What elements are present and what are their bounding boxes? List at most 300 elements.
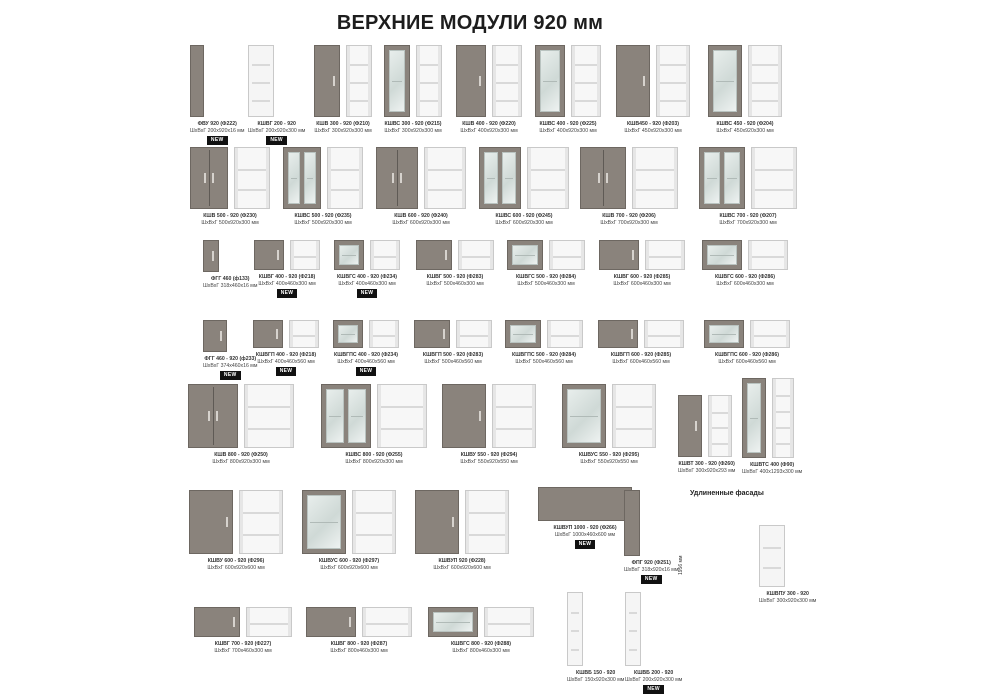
module-card[interactable]: [704, 320, 790, 365]
module-card[interactable]: [189, 490, 283, 571]
module-card[interactable]: [479, 147, 569, 226]
shelf: [462, 256, 490, 258]
module-card[interactable]: [376, 147, 466, 226]
shelf: [238, 189, 266, 191]
shelf: [460, 335, 488, 337]
module-illustration: [580, 147, 678, 209]
module-name: КШВС 600 - 920 (Ф245): [495, 213, 553, 219]
door-handle: [208, 411, 210, 421]
glass-facade: [742, 378, 766, 458]
cabinet-carcass: [772, 378, 794, 458]
door-handle: [277, 250, 279, 260]
shelf: [752, 82, 778, 84]
shelf: [712, 443, 728, 445]
new-badge: NEW: [641, 575, 662, 584]
solid-facade: [580, 147, 626, 209]
shelf: [381, 428, 423, 430]
shelf: [294, 256, 316, 258]
module-illustration: [702, 240, 788, 270]
module-name: КШВГПС 400 - 920 (Ф234): [334, 352, 398, 358]
module-illustration: [384, 45, 442, 117]
cabinet-carcass: [625, 592, 641, 666]
shelf: [776, 411, 790, 413]
module-card[interactable]: [702, 240, 788, 287]
module-name: КШВУП 920 (Ф228): [438, 558, 486, 564]
glass-facade: [479, 147, 521, 209]
module-card[interactable]: [708, 45, 782, 134]
module-card[interactable]: [283, 147, 363, 226]
shelf: [248, 406, 290, 408]
module-illustration: [248, 45, 305, 117]
shelf: [660, 82, 686, 84]
cabinet-carcass: [492, 45, 522, 117]
module-illustration: [314, 45, 372, 117]
cabinet-carcass: [644, 320, 684, 348]
shelf: [252, 100, 270, 102]
door-handle: [598, 173, 600, 183]
module-size: ШхВхГ 400х920х300 мм: [460, 127, 518, 134]
module-card[interactable]: [415, 490, 509, 571]
module-size: ШхВхГ 300х920х293 мм: [678, 467, 736, 474]
module-card[interactable]: [456, 45, 522, 134]
module-caption: [314, 121, 372, 134]
solid-facade: [415, 490, 459, 554]
shelf: [496, 64, 518, 66]
module-size: ШхВхГ 200х920х300 мм: [248, 127, 306, 134]
module-name: КШВГП 600 - 920 (Ф285): [610, 352, 672, 358]
module-illustration: [699, 147, 797, 209]
shelf: [252, 64, 270, 66]
solid-facade: [189, 490, 233, 554]
module-illustration: [333, 320, 399, 348]
shelf: [469, 512, 505, 514]
door-handle: [216, 411, 218, 421]
glass-facade: [702, 240, 742, 270]
cabinet-carcass: [748, 45, 782, 117]
module-name: КШВУ 550 - 920 (Ф294): [460, 452, 518, 458]
shelf: [238, 169, 266, 171]
module-card[interactable]: [416, 240, 494, 287]
cabinet-carcass: [248, 45, 274, 117]
module-illustration: [708, 45, 782, 117]
solid-facade: [538, 487, 632, 521]
module-name: ФГГ 460 - 920 (ф233): [204, 356, 257, 362]
module-illustration: [759, 525, 816, 587]
module-name: КШВ 800 - 920 (Ф250): [214, 452, 268, 458]
solid-facade: [416, 240, 452, 270]
new-badge: NEW: [277, 289, 298, 298]
module-name: КШВС 500 - 920 (Ф235): [294, 213, 352, 219]
module-size: ШхВхГ 300х920х300 мм: [314, 127, 372, 134]
door-handle: [443, 329, 445, 339]
door-handle: [204, 173, 206, 183]
cabinet-carcass: [234, 147, 270, 209]
glass-pane: [389, 50, 405, 112]
glass-facade: [334, 240, 364, 270]
module-card[interactable]: [505, 320, 583, 365]
shelf: [243, 512, 279, 514]
glass-pane: [540, 50, 560, 112]
module-size: ШхВхГ 374х460х16 мм: [203, 362, 258, 369]
module-card[interactable]: [302, 490, 396, 571]
module-size: ШхВхГ 600х920х300 мм: [495, 219, 553, 226]
module-caption: [416, 274, 494, 287]
module-caption: [203, 276, 257, 289]
module-card[interactable]: [538, 487, 632, 549]
cabinet-carcass: [750, 320, 790, 348]
module-illustration: [625, 592, 682, 666]
door-handle: [445, 250, 447, 260]
module-name: КШВГП 400 - 920 (Ф218): [255, 352, 317, 358]
shelf: [469, 534, 505, 536]
shelf: [660, 64, 686, 66]
module-illustration: [704, 320, 790, 348]
cabinet-carcass: [362, 607, 412, 637]
cabinet-carcass: [567, 592, 583, 666]
shelf: [350, 82, 368, 84]
module-caption: [376, 213, 466, 226]
module-illustration: [507, 240, 585, 270]
module-caption: [302, 558, 396, 571]
shelf: [356, 512, 392, 514]
module-illustration: [599, 240, 685, 270]
cabinet-carcass: [424, 147, 466, 209]
module-card[interactable]: [190, 45, 244, 145]
module-size: ШхВхГ 500х460х300 мм: [426, 280, 484, 287]
module-name: КШВТС 400 (Ф90): [750, 462, 795, 468]
glass-pane: [510, 325, 536, 343]
module-size: ШхВхГ 700х920х300 мм: [600, 219, 658, 226]
glass-facade: [321, 384, 371, 448]
module-caption: [616, 121, 690, 134]
shelf: [551, 335, 579, 337]
solid-facade: [253, 320, 283, 348]
glass-pane: [724, 152, 740, 204]
shelf: [648, 335, 680, 337]
glass-pane: [707, 245, 737, 265]
module-name: КШВС 800 - 920 (Ф255): [345, 452, 403, 458]
module-card[interactable]: [203, 320, 257, 380]
module-size: ШхВхГ 400х1293х300 мм: [742, 468, 803, 475]
cabinet-carcass: [289, 320, 319, 348]
door-handle: [333, 76, 335, 86]
module-size: ШхВхГ 600х920х600 мм: [207, 564, 265, 571]
glass-facade: [562, 384, 606, 448]
shelf: [553, 256, 581, 258]
module-size: ШхВхГ 200х920х300 мм: [625, 676, 683, 683]
cabinet-carcass: [239, 490, 283, 554]
module-name: КШВС 450 - 920 (Ф204): [716, 121, 774, 127]
cabinet-carcass: [759, 525, 785, 587]
module-illustration: [415, 490, 509, 554]
shelf: [496, 406, 532, 408]
module-card[interactable]: [194, 607, 292, 654]
glass-facade: [535, 45, 565, 117]
cabinet-carcass: [492, 384, 536, 448]
module-caption: [704, 352, 790, 365]
module-illustration: [535, 45, 601, 117]
module-size: ШхВхГ 318х460х16 мм: [203, 282, 258, 289]
glass-pane: [326, 389, 344, 443]
module-caption: [189, 558, 283, 571]
module-illustration: [456, 45, 522, 117]
module-caption: [624, 560, 678, 584]
shelf: [373, 335, 395, 337]
module-caption: [203, 356, 257, 380]
shelf: [752, 256, 784, 258]
door-handle: [631, 329, 633, 339]
shelf: [531, 169, 565, 171]
module-card[interactable]: [759, 525, 816, 604]
shelf: [660, 100, 686, 102]
module-caption: [442, 452, 536, 465]
glass-pane: [433, 612, 473, 632]
glass-facade: [704, 320, 744, 348]
module-card[interactable]: [507, 240, 585, 287]
module-name: КШВГ 700 - 920 (Ф227): [214, 641, 272, 647]
module-size: ШхВхГ 600х920х600 мм: [433, 564, 491, 571]
module-card[interactable]: [580, 147, 678, 226]
module-illustration: [253, 320, 319, 348]
module-card[interactable]: [625, 592, 682, 694]
module-caption: [598, 352, 684, 365]
cabinet-carcass: [632, 147, 678, 209]
module-illustration: [428, 607, 534, 637]
shelf: [420, 82, 438, 84]
shelf: [331, 189, 359, 191]
solid-facade: [190, 147, 228, 209]
cabinet-carcass: [456, 320, 492, 348]
door-handle: [479, 411, 481, 421]
module-card[interactable]: [442, 384, 536, 465]
door-handle: [276, 329, 278, 339]
solid-facade: [194, 607, 240, 637]
module-name: КШВУС 550 - 920 (Ф295): [578, 452, 640, 458]
shelf: [420, 64, 438, 66]
cabinet-carcass: [458, 240, 494, 270]
page-title: ВЕРХНИЕ МОДУЛИ 920 мм: [336, 12, 604, 34]
module-card[interactable]: [742, 378, 802, 475]
module-card[interactable]: [414, 320, 492, 365]
glass-pane: [339, 245, 359, 265]
shelf: [571, 649, 579, 651]
module-card[interactable]: [562, 384, 656, 465]
shelf: [636, 169, 674, 171]
cabinet-carcass: [571, 45, 601, 117]
module-card[interactable]: [321, 384, 427, 465]
shelf: [755, 169, 793, 171]
module-card[interactable]: [428, 607, 534, 654]
module-size: ШхВхГ 800х920х300 мм: [345, 458, 403, 465]
module-card[interactable]: [599, 240, 685, 287]
glass-pane: [304, 152, 316, 204]
solid-facade: [599, 240, 639, 270]
module-card[interactable]: [334, 240, 400, 298]
solid-facade: [598, 320, 638, 348]
shelf: [496, 100, 518, 102]
module-illustration: [505, 320, 583, 348]
module-caption: [254, 274, 320, 298]
module-name: КШВТ 300 - 920 (Ф260): [678, 461, 735, 467]
module-name: КШВГ 200 - 920: [257, 121, 296, 127]
solid-facade: [456, 45, 486, 117]
module-size: ШхВхГ 700х920х300 мм: [719, 219, 777, 226]
shelf: [356, 534, 392, 536]
cabinet-carcass: [416, 45, 442, 117]
module-card[interactable]: [314, 45, 372, 134]
module-name: КШВУС 600 - 920 (Ф297): [318, 558, 380, 564]
module-card[interactable]: [598, 320, 684, 365]
shelf: [350, 64, 368, 66]
shelf: [293, 335, 315, 337]
module-caption: [742, 462, 802, 475]
module-card[interactable]: [567, 592, 624, 683]
module-name: КШВГС 600 - 920 (Ф286): [714, 274, 776, 280]
module-caption: [538, 525, 632, 549]
door-handle: [695, 421, 697, 431]
module-size: ШхВхГ 700х460х300 мм: [214, 647, 272, 654]
module-caption: [456, 121, 522, 134]
module-illustration: [616, 45, 690, 117]
shelf: [575, 64, 597, 66]
new-badge: NEW: [207, 136, 228, 145]
module-card[interactable]: [535, 45, 601, 134]
module-card[interactable]: [190, 147, 270, 226]
module-caption: [248, 121, 305, 145]
module-illustration: [678, 395, 735, 457]
module-name: КШВ 500 - 920 (Ф230): [203, 213, 257, 219]
module-card[interactable]: [253, 320, 319, 376]
module-card[interactable]: [616, 45, 690, 134]
glass-pane: [704, 152, 720, 204]
cabinet-carcass: [549, 240, 585, 270]
shelf: [488, 623, 530, 625]
module-caption: [599, 274, 685, 287]
module-card[interactable]: [203, 240, 257, 289]
module-name: КШВС 400 - 920 (Ф225): [539, 121, 597, 127]
module-illustration: [190, 147, 270, 209]
solid-facade: [376, 147, 418, 209]
module-caption: [253, 352, 319, 376]
extended-facades-heading: Удлиненные фасады: [690, 490, 764, 497]
module-card[interactable]: [699, 147, 797, 226]
module-name: КШВГС 400 - 920 (Ф234): [336, 274, 398, 280]
extended-dimension-label: 1956 мм: [678, 555, 684, 575]
module-size: ШхВхГ 300х920х300 мм: [384, 127, 442, 134]
cabinet-carcass: [370, 240, 400, 270]
shelf: [420, 100, 438, 102]
glass-facade: [699, 147, 745, 209]
module-name: КШВГПС 500 - 920 (Ф284): [512, 352, 576, 358]
module-size: ШхВхГ 550х920х550 мм: [460, 458, 518, 465]
module-size: ШхВхГ 800х460х300 мм: [330, 647, 388, 654]
facade-panel: [624, 490, 640, 556]
module-name: КШВБ 150 - 920: [576, 670, 616, 676]
solid-facade: [306, 607, 356, 637]
module-caption: [625, 670, 682, 694]
module-caption: [479, 213, 569, 226]
cabinet-carcass: [748, 240, 788, 270]
shelf: [575, 82, 597, 84]
module-caption: [384, 121, 442, 134]
module-illustration: [189, 490, 283, 554]
module-size: ШхВхГ 550х920х550 мм: [580, 458, 638, 465]
glass-pane: [307, 495, 341, 549]
module-card[interactable]: [306, 607, 412, 654]
door-handle: [606, 173, 608, 183]
module-illustration: [306, 607, 412, 637]
glass-pane: [348, 389, 366, 443]
door-handle: [220, 331, 222, 341]
module-name: КШВС 300 - 920 (Ф215): [384, 121, 442, 127]
shelf: [616, 428, 652, 430]
module-illustration: [538, 487, 632, 521]
module-caption: [567, 670, 624, 683]
module-size: ШхВхГ 450х920х300 мм: [716, 127, 774, 134]
module-name: КШВ450 - 920 (Ф203): [626, 121, 680, 127]
shelf: [752, 100, 778, 102]
shelf: [712, 427, 728, 429]
module-caption: [188, 452, 294, 465]
glass-pane: [713, 50, 737, 112]
shelf: [350, 100, 368, 102]
module-name: КШВБ 200 - 920: [634, 670, 674, 676]
module-illustration: [334, 240, 400, 270]
module-card[interactable]: [678, 395, 735, 474]
glass-pane: [512, 245, 538, 265]
module-size: ШхВхГ 500х460х300 мм: [517, 280, 575, 287]
module-size: ШхВхГ 500х460х560 мм: [515, 358, 573, 365]
glass-pane: [747, 383, 761, 453]
module-card[interactable]: [384, 45, 442, 134]
door-handle: [226, 517, 228, 527]
solid-facade: [314, 45, 340, 117]
glass-pane: [484, 152, 498, 204]
shelf: [374, 256, 396, 258]
cabinet-carcass: [656, 45, 690, 117]
module-card[interactable]: [248, 45, 305, 145]
module-caption: [428, 641, 534, 654]
shelf: [629, 649, 637, 651]
module-name: КШВГП 500 - 920 (Ф283): [422, 352, 484, 358]
module-card[interactable]: [254, 240, 320, 298]
cabinet-carcass: [290, 240, 320, 270]
module-caption: [699, 213, 797, 226]
module-card[interactable]: [333, 320, 399, 376]
shelf: [575, 100, 597, 102]
module-card[interactable]: [188, 384, 294, 465]
module-size: ШхВхГ 600х920х300 мм: [392, 219, 450, 226]
module-illustration: [479, 147, 569, 209]
cabinet-carcass: [327, 147, 363, 209]
new-badge: NEW: [357, 289, 378, 298]
module-card[interactable]: [624, 490, 678, 584]
glass-facade: [333, 320, 363, 348]
cabinet-carcass: [612, 384, 656, 448]
module-caption: [702, 274, 788, 287]
shelf: [496, 82, 518, 84]
shelf: [763, 567, 781, 569]
shelf: [496, 428, 532, 430]
module-size: ШхВхГ 200х920х16 мм: [190, 127, 245, 134]
shelf: [366, 623, 408, 625]
cabinet-carcass: [369, 320, 399, 348]
module-caption: [306, 641, 412, 654]
module-illustration: [283, 147, 363, 209]
module-illustration: [442, 384, 536, 448]
module-illustration: [598, 320, 684, 348]
door-handle: [392, 173, 394, 183]
